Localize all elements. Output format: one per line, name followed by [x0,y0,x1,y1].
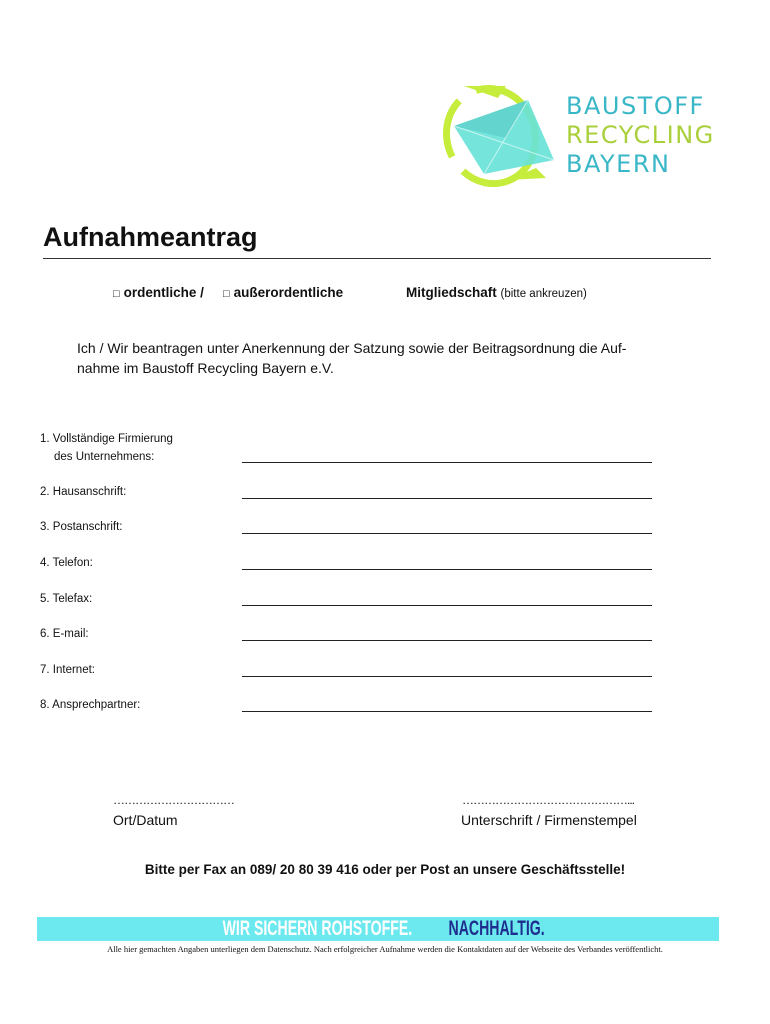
field-input-ansprechpartner[interactable] [242,711,652,712]
slogan-text [201,917,554,941]
field-label-firmierung-line1: 1. Vollständige Firmierung [40,433,173,445]
option-ordentliche[interactable] [113,285,204,300]
membership-title: Mitgliedschaft [406,285,497,300]
checkbox-ordentliche[interactable]: □ [113,288,120,300]
membership-hint: (bitte ankreuzen) [500,288,587,300]
field-input-internet[interactable] [242,676,652,677]
organization-logo [436,78,726,190]
privacy-footnote: Alle hier gemachten Angaben unterliegen dem Datenschutz. Nach erfolgreicher Aufnahme werden die Kontaktdaten auf der Webseite des Verbandes veröffentlicht. [107,944,663,954]
title-divider [43,258,711,259]
recycling-arrows-logo-icon [436,78,561,190]
field-input-telefon[interactable] [242,569,652,570]
field-input-hausanschrift[interactable] [242,498,652,499]
logo-line-3: BAYERN [566,150,671,178]
slogan-part2: NACHHALTIG. [447,917,545,940]
field-label-telefon: 4. Telefon: [40,557,93,569]
fax-instruction: Bitte per Fax an 089/ 20 80 39 416 oder per Post an unsere Geschäftsstelle! [144,862,626,877]
option-ausserordentliche-label: außerordentliche [233,285,344,300]
intro-paragraph: Ich / Wir beantragen unter Anerkennung der Satzung sowie der Beitragsordnung die Auf-nahme im Baustoff Recycling Bayern e.V. [77,340,627,376]
checkbox-ausserordentliche[interactable]: □ [223,288,230,300]
field-label-hausanschrift: 2. Hausanschrift: [40,486,127,498]
field-label-firmierung [40,430,173,466]
slogan-part1: WIR SICHERN ROHSTOFFE. [222,917,412,940]
field-label-firmierung-line2: des Unternehmens: [54,451,155,463]
signature-line[interactable]: ………………………………………... [462,793,635,807]
field-label-email: 6. E-mail: [40,628,89,640]
field-input-email[interactable] [242,640,652,641]
field-input-telefax[interactable] [242,605,652,606]
logo-wordmark [566,92,715,179]
field-input-postanschrift[interactable] [242,533,652,534]
form-title: Aufnahmeantrag [43,222,258,252]
option-ausserordentliche[interactable] [223,285,343,300]
membership-label [406,285,587,300]
logo-line-2: RECYCLING [566,121,715,149]
signature-label: Unterschrift / Firmenstempel [461,812,637,828]
logo-line-1: BAUSTOFF [566,92,705,120]
field-label-ansprechpartner: 8. Ansprechpartner: [40,699,141,711]
place-date-label: Ort/Datum [113,812,178,828]
field-input-firmierung[interactable] [242,462,652,463]
slogan-banner [37,917,719,941]
place-date-line[interactable]: …………………………… [113,793,234,807]
field-label-internet: 7. Internet: [40,664,95,676]
field-label-postanschrift: 3. Postanschrift: [40,521,123,533]
field-label-telefax: 5. Telefax: [40,593,93,605]
option-ordentliche-label: ordentliche / [123,285,204,300]
